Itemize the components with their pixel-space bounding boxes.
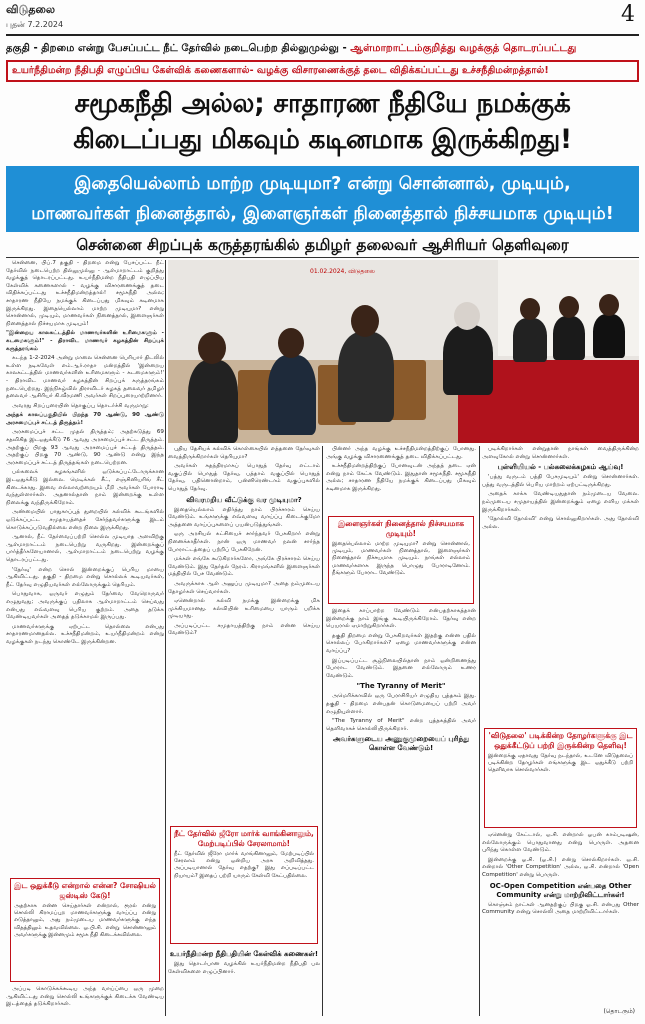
deck-line-2: உயர்நீதிமன்ற நீதிபதி எழுப்பிய கேள்விக் கணைகளால்- வழக்கு விசாரணைக்குத் தடை விதிக்கப்பட்டது உச்சநீதிமன்றத்தால்! [6, 60, 639, 82]
deck-line-1-part1: தகுதி - திறமை என்று பேசப்பட்ட நீட் தேர்வில் நடைபெற்ற தில்லுமுல்லு - [6, 43, 351, 54]
callout-box-4-body: இன்றைக்கு ஏதாவது தேர்வு நடந்தால், உடனே விடுதலைப் படிக்கின்ற தோழர்கள் எங்களுக்கு இட ஒதுக்கீடு பற்றி தெளிவாக சொல்வார்கள். [488, 753, 633, 774]
continued-marker: (தொடரும்) [603, 1008, 635, 1015]
article-paragraph: 'தேர்வு' என்ற சொல் இன்றைக்குப் பெரிய மாயை ஆகிவிட்டது. தகுதி - திறமை என்று சொல்லக் கூடியவர்கள், நீட் தேர்வு எழுதியவர்கள் எல்லோருக்கும் தெரியும். [6, 566, 164, 588]
article-paragraph: அமெரிக்காவில் ஒரு பேராசிரியர் எழுதிய புத்தகம் இது. தகுதி - திறமை என்பதன் கொடுமையைப் பற்றி அவர் எழுதியுள்ளார். [326, 693, 476, 715]
callout-box-3-body: இதையெல்லாம் மாற்ற முடியுமா? என்று சொன்னால், முடியும், மாணவர்கள் நினைத்தால், இளைஞர்கள் நினைத்தால் நிச்சயமாக முடியும். நாங்கள் எல்லாம் மாணவர்களாக இருந்த பொழுது போராடினோம். நீங்களும் போராட வேண்டும். [332, 541, 470, 576]
article-paragraph: ஒரு அரசியல் கட்சியைச் சார்ந்தவர் பேசுகிறார் என்று நினைக்காதீர்கள். நான் ஒரு மாணவர் நலன் சார்ந்த போராட்டத்தைப் பற்றிப் பேசுகிறேன். [168, 531, 320, 553]
main-headline [6, 86, 639, 158]
callout-box-2 [170, 826, 318, 944]
article-paragraph: அவர்கள் சுதந்திரமாகப் பொதுத் தேர்வு எட்டாம் வகுப்பில் பொதுத் தேர்வு, பத்தாம் வகுப்பில் பொதுத் தேர்வு, பதினொன்றாம், பன்னிரெண்டாம் வகுப்புகளில் பொதுத் தேர்வு. [168, 463, 320, 492]
article-paragraph: ஆனால், நீட் தேர்வைப்பற்றி சொல்ல முடியாத அளவிற்கு ஆள்மாறாட்டம் நடைபெற்று வருகிறது. இன்றைக்குப் பார்த்தீர்களேயானால், ஆள்மாறாட்டம் நடைபெற்று வழக்கு தொடரப்பட்டது. [6, 534, 164, 563]
event-photo [168, 260, 639, 443]
callout-box-4-title: 'விடுதலை' படிக்கின்ற தோழர்களுக்கு இட ஒதுக்கீட்டுப் பற்றி இருக்கின்ற தெளிவு! [488, 731, 633, 750]
subhead-divider [6, 257, 639, 258]
article-paragraph: உச்சநீதிமன்றத்திற்குப் போனவுடன் அந்தத் தடை ஏன் என்று நாம் கேட்க வேண்டும். இதுதான் சமூகநீதி. சமூகநீதி அல்ல; சாதாரண நீதியே நமக்குக் கிடைப்பது மிகவும் கடினமாக இருக்கிறது. [326, 463, 476, 492]
headline-line-2: கிடைப்பது மிகவும் கடினமாக இருக்கிறது! [73, 124, 572, 155]
article-paragraph: பொதுவாக, ஒருவர் எழுதும் தேர்வை வேறொருவர் எழுதுவது; அவருக்குப் பதிலாக ஆள்மாறாட்டம் செய்வது என்பது எவ்வளவு பெரிய குற்றம். அதை தடுக்க வேண்டியவர்கள் அதைத் தடுக்காமல் இருப்பது. [6, 591, 164, 621]
panelist-figure [593, 314, 625, 358]
article-paragraph: படிக்கிறார்கள் என்றுதான் நாங்கள் வைத்திருக்கின்ற அளவுகோல் என்று சொன்னார்கள். [482, 446, 639, 460]
section-subtitle: "The Tyranny of Merit" [356, 682, 446, 691]
column-divider [479, 446, 480, 1016]
column-1-tail [6, 986, 164, 1016]
article-paragraph: இது தொடர்பான வழக்கில் உயர்நீதிமன்ற நீதிபதி பல கேள்விகளை எழுப்பினார். [168, 961, 320, 975]
article-paragraph: தகுதி திறமை என்று பேசுகிறவர்கள் இதற்கு என்ன பதில் சொல்லப் போகிறார்கள்? ஏழை மாணவர்களுக்கு என்ன வாய்ப்பு? [326, 632, 476, 654]
attendee-figure [188, 360, 238, 443]
newspaper-name: விடுதலை [6, 3, 56, 16]
article-paragraph: அண்மையில் பாதுகாப்புத் துறையில் கல்விக் கூடங்களில் ஒடுக்கப்பட்ட சமுதாயத்தைச் சேர்ந்தவர்களுக்கு இடம் கொடுக்கப்படுவதில்லை என்ற நிலை இருக்கிறது. [6, 509, 164, 531]
blue-highlight-band [6, 166, 639, 232]
callout-box-4 [484, 728, 637, 828]
article-paragraph: ஏனென்றால் கல்வி நமக்கு இன்றைக்கு மிக முக்கியமானது. கல்வியின் உரிமையை யாரும் பறிக்க முடியாது. [168, 598, 320, 620]
column-divider [322, 446, 323, 1016]
article-paragraph: இதையெல்லாம் எதிர்த்து நாம் பிரச்சாரம் செய்ய வேண்டும். உங்களுக்கு எவ்வளவு வாய்ப்பு கிடைக்குமோ அத்தனை வாய்ப்புகளைப் பயன்படுத்துங்கள். [168, 506, 320, 528]
article-paragraph: பின்னர் அந்த வழக்கு உச்சநீதிமன்றத்திற்குப் போனது. அங்கு வழக்கு விசாரணைக்குத் தடை விதிக்கப்பட்டது. [326, 446, 476, 460]
attendee-figure [338, 332, 394, 422]
speaker-figure [443, 325, 493, 395]
article-paragraph: அவருக்காக ஆள் அனுப்ப முடியுமா? அதை நம்முடைய தோழர்கள் செய்வார்கள். [168, 580, 320, 595]
column-3-top [326, 446, 476, 514]
issue-date: புதன் 7.2.2024 [6, 20, 64, 29]
panelist-figure [553, 316, 585, 360]
article-paragraph: புதிய தேசியக் கல்விக் கொள்கையில் எத்தனை தேர்வுகள் வைத்திருக்கிறார்கள் தெரியுமா? [168, 446, 320, 460]
section-subtitle: OC-Open Competition என்பதை Other Community என்று மாற்றிவிட்டார்கள்! [489, 881, 632, 899]
article-paragraph: மக்கள் எங்கே கூடுகிறார்களோ, அங்கே பிரச்சாரம் செய்ய வேண்டும். இது தேர்தல் நேரம். கிராமங்களில் இளைஞர்கள் மத்தியில் பேச வேண்டும். [168, 556, 320, 578]
article-paragraph: 'தோல்வி தோல்வி' என்று சொல்லுகிறார்கள். அது தோல்வி அல்ல. [482, 516, 639, 530]
section-subtitle: புள்ளியியல் - பல்கலைக்கழகம் ஆய்வு! [497, 463, 624, 472]
blue-band-line-2: மாணவர்கள் நினைத்தால், இளைஞர்கள் நினைத்தால் நிச்சயமாக முடியும்! [31, 204, 614, 224]
article-paragraph: அதைக் காக்க வேண்டியதுதான் நம்முடைய வேலை. நம்முடைய சமுதாயத்தில் இன்றைக்கும் ஏழை எளிய மக்கள் இருக்கிறார்கள். [482, 491, 639, 513]
column-3 [326, 608, 476, 1016]
callout-box-1-body: அதற்காக என்ன செய்தார்கள் என்றால், ரூரல் என்று சொல்லி கிராமப்புற மாணவர்களுக்கு வாய்ப்பு என்று எடுத்தாலும், அது நம்முடைய மாணவர்களுக்கு எந்த விதத்திலும் உதவவில்லை. ஓ.பி.சி. என்று சொன்னாலும் அவர்களுக்கு இன்னமும் சமூக நீதி கிடைக்கவில்லை. [14, 903, 156, 938]
article-paragraph: கடந்த 1-2-2024 அன்று மாலை சென்னை பெரியார் திடலில் உள்ள நடிகவேள் எம்.ஆர்.ராதா மன்றத்தில் 'இன்றைய காலகட்டத்தில் மாணவர்களின் உரிமைகளும் - கடமைகளும்!' - திராவிட மாணவர் கழகத்தின் சிறப்புக் கருத்தரங்கம் நடைபெற்றது. இந்நிகழ்வில் திராவிடர் கழகத் தலைவர் தமிழர் தலைவர் ஆசிரியர் கி.வீரமணி அவர்கள் சிறப்புரையாற்றினார். [6, 355, 164, 400]
column-4-top [482, 446, 639, 696]
callout-box-2-title: நீட் தேர்வில் ஜீரோ மார்க் வாங்கினாலும், மேற்படிப்பில் சேரலாமாம்! [174, 829, 314, 848]
column-4 [482, 832, 639, 1006]
callout-box-1 [10, 878, 160, 982]
page-number: 4 [621, 2, 635, 27]
callout-box-2-body: நீட் தேர்வில் ஜீரோ மார்க் வாங்கினாலும், மேற்படிப்பில் சேரலாம் என்று ஒன்றிய அரசு அறிவித்தது. அப்படியானால் தேர்வு எதற்கு? இது எப்படிப்பட்ட நியாயம்? இதைப் பற்றி யாரும் கேள்வி கேட்பதில்லை. [174, 851, 314, 879]
article-paragraph: பல்கலைக் கழகங்களில் ஒடுக்கப்பட்டோருக்கான இடஒதுக்கீடு இல்லை. மெடிக்கல் சீட், எஞ்சினியரிங் சீட் கிடைக்காது. இவை எல்லாவற்றையும் மீறி அவர்கள் போராடி வந்துள்ளார்கள். அதனால்தான் நாம் இன்றைக்கு உள்ள நிலைக்கு வந்திருக்கிறோம். [6, 469, 164, 506]
article-paragraph: ஏனென்று கேட்டால், ஒ.சி. என்றால் ஓபன் காம்படிஷன், எல்லோருக்கும் பொதுவானது என்று பொருள். அதனை புரிந்து கொள்ள வேண்டும். [482, 832, 639, 854]
article-paragraph: 'பத்து வருடம் பத்தி பேசமுடியும்' என்று சொன்னார்கள். பத்து வருடத்தில் பெரிய மாற்றம் ஏற்பட்டிருக்கிறது. [482, 474, 639, 488]
masthead [0, 0, 645, 36]
article-paragraph: அரசமைப்புச் சட்ட முதல் திருத்தம்; அதற்கடுத்து 69 சதவிகித இடஒதுக்கீடு 76 ஆவது அரசமைப்புச் சட்ட திருத்தம். அதற்குப் பிறகு 93 ஆவது அரசமைப்புச் சட்டத் திருத்தம். அதற்குப் பிறகு 70 ஆண்டு, 90 ஆண்டு என்று இந்த அரசமைப்புச் சட்டத் திருத்தங்கள் நடைபெற்றன. [6, 429, 164, 466]
callout-box-1-title: இட ஒதுக்கீடு என்றால் என்ன? சோஷியல் ஜஸ்டிஸ் கேடு! [14, 881, 156, 900]
section-subtitle: விவரமறிய வீட்டுக்கு வர முடியுமா? [186, 495, 302, 504]
photo-caption: 01.02.2024, விடுதலை [310, 268, 375, 275]
article-paragraph: அவரது சிறப்புரையின் தொகுப்பு தொடர்ச்சி வருமாறு: [12, 402, 149, 409]
article-paragraph: இன்றைக்கு ஓ.சி. (ஓ.சி.) என்று சொல்கிறார்கள். ஒ.சி. என்றால் 'Other Competition' அல்ல, ஒ.சி. என்றால் 'Open Competition' என்று பொருள். [482, 856, 639, 878]
article-paragraph: அந்தக் காலப்பகுதியில் பிறந்த 70 ஆண்டு, 90 ஆண்டு அரசமைப்புச் சட்டத் திருத்தம்! [6, 412, 164, 426]
article-paragraph: அப்படி கொடுக்கக்கூடிய அந்த வாய்ப்பை ஒரு முறை ஆகிவிட்டது என்று சொல்லி உங்களுக்குக் கிடைக்க வேண்டிய இடத்தைத் தடுக்கிறார்கள். [6, 986, 164, 1008]
blue-band-line-1: இதையெல்லாம் மாற்ற முடியுமா? என்று சொன்னால், முடியும், [74, 174, 571, 194]
article-paragraph: "The Tyranny of Merit" என்ற புத்தகத்தில் அவர் தெளிவாகச் சொல்லியிருக்கிறார். [326, 718, 476, 732]
panelist-figure [513, 318, 547, 362]
column-divider [165, 260, 166, 1016]
column-2-tail [168, 948, 320, 1016]
callout-box-3-title: இளைஞர்கள் நினைத்தால் நிச்சயமாக முடியும்! [337, 519, 465, 538]
article-paragraph: மாணவர்களுக்கு ஏற்பட்ட தொல்லை என்பது சாதாரணமானதல்ல. உச்சநீதிமன்றம், உயர்நீதிமன்றம் என்று வழக்குகள் நடந்து கொண்டே இருக்கின்றன. [6, 623, 164, 645]
subheadline: சென்னை சிறப்புக் கருத்தரங்கில் தமிழர் தலைவர் ஆசிரியர் தெளிவுரை [76, 236, 569, 254]
headline-line-1: சமூகநீதி அல்ல; சாதாரண நீதியே நமக்குக் [74, 88, 571, 119]
section-subtitle: உயர்நீதிமன்ற நீதிபதியின் கேள்விக் கணைகள்! [169, 950, 319, 958]
article-paragraph: இதைக் காப்பாற்ற வேண்டும் என்பதற்காகத்தான் இன்றைக்கு நாம் இங்கு கூடியிருக்கிறோம். தேர்வு என்ற பெயரால் ஏமாற்றுகிறார்கள். [326, 608, 476, 630]
callout-box-3 [328, 516, 474, 604]
attendee-figure [268, 355, 316, 435]
article-paragraph: "இன்றைய காலகட்டத்தில் மாணவர்களின் உரிமைகளும் - கடமைகளும்!" - திராவிட மாணவர் கழகத்தின் சிறப்புக் கருத்தரங்கம் [6, 330, 164, 352]
deck-line-1 [6, 40, 639, 58]
article-paragraph: கொஞ்சம் நாட்கள் ஆனதற்குப் பிறகு ஓ.சி. என்பது Other Community என்று சொல்லி அதை மாற்றிவிட்டார்கள். [482, 901, 639, 916]
article-paragraph: இப்படிப்பட்ட சூழ்நிலையில்தான் நாம் ஒன்றிணைந்து போராட வேண்டும். இதனை எல்லோரும் உணர வேண்டும். [326, 657, 476, 679]
article-paragraph: அப்படிப்பட்ட சமுதாயத்திற்கு நாம் என்ன செய்ய வேண்டும்? [168, 622, 320, 637]
article-paragraph: சென்னை, பிப்.7 தகுதி - திறமை என்று பேசப்பட்ட நீட் தேர்வில் நடைபெற்ற தில்லுமுல்லு - ஆள்மாறாட்டம் குறித்து வழக்குத் தொடரப்பட்டது. உயர்நீதிமன்ற நீதிபதி எழுப்பிய கேள்விக் கணைகளால் - வழக்கு விசாரணைக்குத் தடை விதிக்கப்பட்டது உச்சநீதிமன்றத்தால்! சமூகநீதி அல்ல; சாதாரண நீதியே நமக்குக் கிடைப்பது மிகவும் கடினமாக இருக்கிறது. இதையெல்லாம் மாற்ற முடியுமா? என்று சொன்னால், முடியும், மாணவர்கள் நினைத்தால், இளைஞர்கள் நினைத்தால் நிச்சயமாக முடியும்! [6, 260, 164, 327]
deck-line-1-part2: ஆள்மாறாட்டம்குறித்து வழக்குத் தொடரப்பட்டது [350, 43, 577, 54]
section-subtitle: அவர்களுடைய அணுகுமுறையைப் புரிந்து கொள்ள வேண்டும்! [332, 735, 470, 753]
masthead-divider [6, 34, 639, 36]
